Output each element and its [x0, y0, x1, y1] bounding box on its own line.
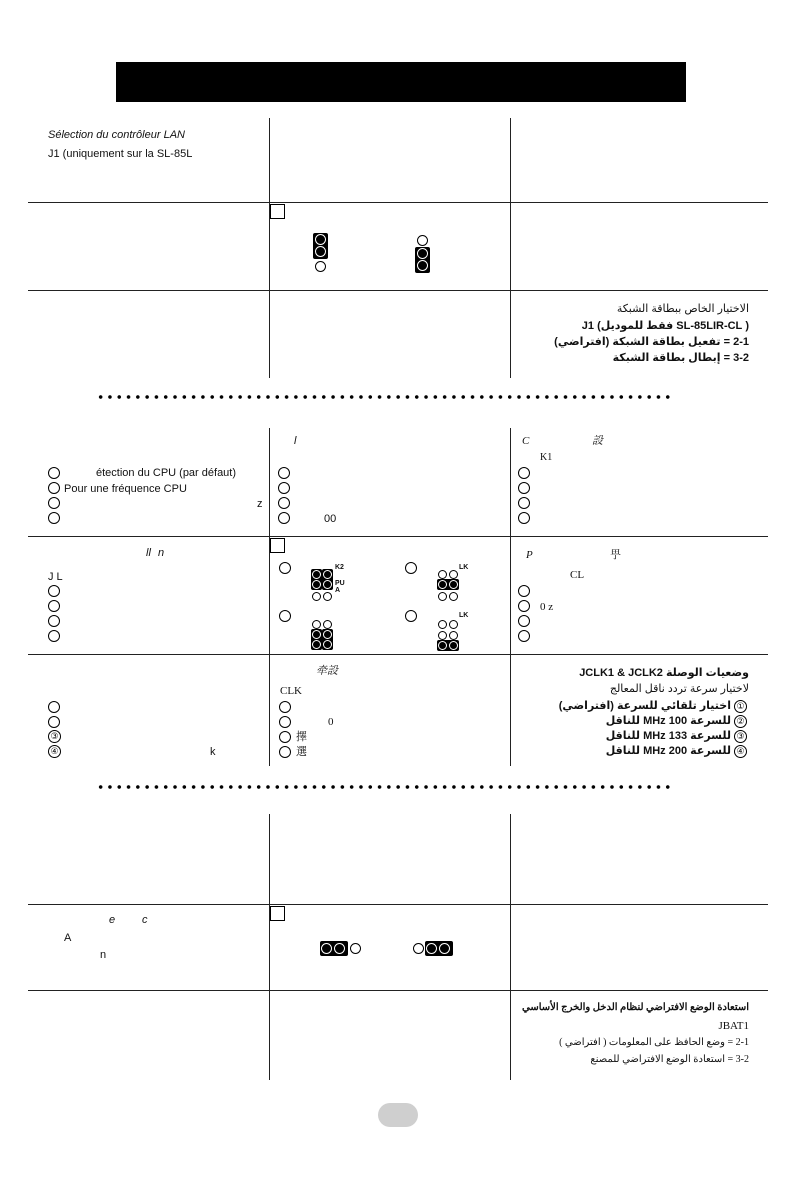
bat-fr-n: n: [100, 949, 107, 961]
number-1-icon: ①: [734, 700, 747, 713]
clk-mid-00: 00: [324, 513, 337, 525]
dotted-separator: [96, 783, 671, 791]
column-divider: [510, 118, 511, 378]
option-circle: [518, 585, 530, 597]
bat-fr-c: c: [142, 914, 148, 926]
column-divider: [269, 814, 270, 1080]
clk-fr-h2b: n: [158, 547, 165, 559]
lan-ar-opt2: 3-2 = إبطال بطاقة الشبكة: [612, 352, 749, 364]
clk-mid-xuan: 選: [296, 746, 307, 758]
bat-ar-opt1: 2-1 = وضع الحافظ على المعلومات ( افتراضي ): [559, 1037, 749, 1048]
clk-mid-0: 0: [328, 716, 334, 728]
jumper-legend-square: [270, 538, 285, 553]
clk-rt-she: 設: [592, 435, 603, 447]
option-circle: [518, 600, 530, 612]
clk-mid-heading: l: [294, 435, 297, 447]
option-circle: [278, 512, 290, 524]
option-circle: [279, 746, 291, 758]
column-divider: [510, 428, 511, 766]
clk-mid-pu: PU: [335, 580, 345, 587]
clk-fr-jl: J L: [48, 571, 63, 583]
option-circle: [518, 615, 530, 627]
clk-fr-h2a: ll: [146, 547, 151, 559]
clk-mid-h3: 牵設: [316, 665, 338, 677]
option-circle: [518, 512, 530, 524]
option-circle: [279, 731, 291, 743]
option-circle: [48, 701, 60, 713]
option-circle: [279, 716, 291, 728]
jumper-legend-square: [270, 906, 285, 921]
clk-rt-0z: 0 z: [540, 601, 554, 613]
option-circle: [48, 467, 60, 479]
clk-ar-opt1: اختيار تلقائي للسرعة (افتراضي): [558, 700, 731, 712]
option-circle: [279, 610, 291, 622]
option-circle: [48, 615, 60, 627]
option-circle: [405, 610, 417, 622]
clk-rt-cl: CL: [570, 569, 585, 581]
clk-fr-opt4-tail: k: [210, 746, 216, 758]
column-divider: [510, 814, 511, 1080]
clk-mid-a: A: [335, 587, 341, 594]
lan-ar-j1: ( SL-85LIR-CL فقط للموديل) J1: [581, 320, 749, 332]
jumper-jclk-setting-2: [437, 569, 459, 602]
row-divider: [28, 202, 768, 203]
row-divider: [28, 990, 768, 991]
number-4-icon: ④: [734, 745, 747, 758]
clk-rt-p: P: [526, 549, 533, 561]
page-title-bar: [116, 62, 686, 102]
option-circle: [48, 585, 60, 597]
row-divider: [28, 904, 768, 905]
clk-mid-lk2: LK: [459, 612, 469, 619]
bat-fr-a: A: [64, 932, 72, 944]
clk-mid-lk1: LK: [459, 564, 469, 571]
clk-mid-ze: 擇: [296, 731, 307, 743]
row-divider: [28, 536, 768, 537]
clk-ar-opt3: للسرعة 133 MHz للناقل: [605, 730, 731, 742]
bat-ar-title: استعادة الوضع الافتراضي لنظام الدخل والخرج الأساسي: [522, 1002, 749, 1013]
clk-ar-opt2: للسرعة 100 MHz للناقل: [605, 715, 731, 727]
number-2-icon: ②: [734, 715, 747, 728]
clk-fr-opt3-tail: z: [257, 498, 263, 510]
dotted-separator: [96, 393, 671, 401]
option-circle: [278, 467, 290, 479]
clk-rt-p2: 甼: [610, 549, 621, 561]
bat-ar-jbat: JBAT1: [718, 1020, 749, 1032]
clk-rt-k1: K1: [540, 452, 553, 463]
lan-ar-opt1: 2-1 = تفعيل بطاقة الشبكة (افتراضي): [554, 336, 749, 348]
clk-rt-c: C: [522, 435, 530, 447]
page-number-badge: [378, 1103, 418, 1127]
jumper-jclk-setting-3: [311, 619, 333, 652]
jumper-jclk-setting-1: [311, 569, 333, 602]
clk-mid-clk: CLK: [280, 685, 302, 697]
jumper-legend-square: [270, 204, 285, 219]
clk-fr-opt1: étection du CPU (par défaut): [96, 467, 237, 479]
row-divider: [28, 654, 768, 655]
option-circle: [518, 497, 530, 509]
number-3-icon: ③: [48, 730, 61, 743]
jumper-jclk-setting-4: [437, 619, 459, 652]
clk-fr-opt2: Pour une fréquence CPU: [64, 483, 187, 495]
number-3-icon: ③: [734, 730, 747, 743]
option-circle: [48, 600, 60, 612]
option-circle: [48, 630, 60, 642]
option-circle: [279, 701, 291, 713]
number-4-icon: ④: [48, 745, 61, 758]
clk-ar-title: وضعيات الوصلة JCLK1 & JCLK2: [579, 667, 749, 679]
bat-ar-opt2: 3-2 = استعادة الوضع الافتراضي للمصنع: [590, 1054, 749, 1065]
option-circle: [48, 716, 60, 728]
option-circle: [278, 482, 290, 494]
option-circle: [48, 512, 60, 524]
option-circle: [278, 497, 290, 509]
option-circle: [279, 562, 291, 574]
option-circle: [518, 467, 530, 479]
clk-ar-sub: لاختيار سرعة تردد ناقل المعالج: [609, 683, 749, 695]
lan-fr-title: Sélection du contrôleur LAN: [48, 129, 185, 141]
option-circle: [518, 630, 530, 642]
option-circle: [48, 497, 60, 509]
option-circle: [405, 562, 417, 574]
row-divider: [28, 290, 768, 291]
bat-fr-e: e: [109, 914, 116, 926]
option-circle: [48, 482, 60, 494]
clk-mid-k2: K2: [335, 564, 344, 571]
option-circle: [518, 482, 530, 494]
clk-ar-opt4: للسرعة 200 MHz للناقل: [605, 745, 731, 757]
lan-ar-title: الاختيار الخاص ببطاقة الشبكة: [616, 303, 749, 315]
lan-fr-j1: J1 (uniquement sur la SL-85L: [48, 148, 193, 160]
column-divider: [269, 428, 270, 766]
column-divider: [269, 118, 270, 378]
